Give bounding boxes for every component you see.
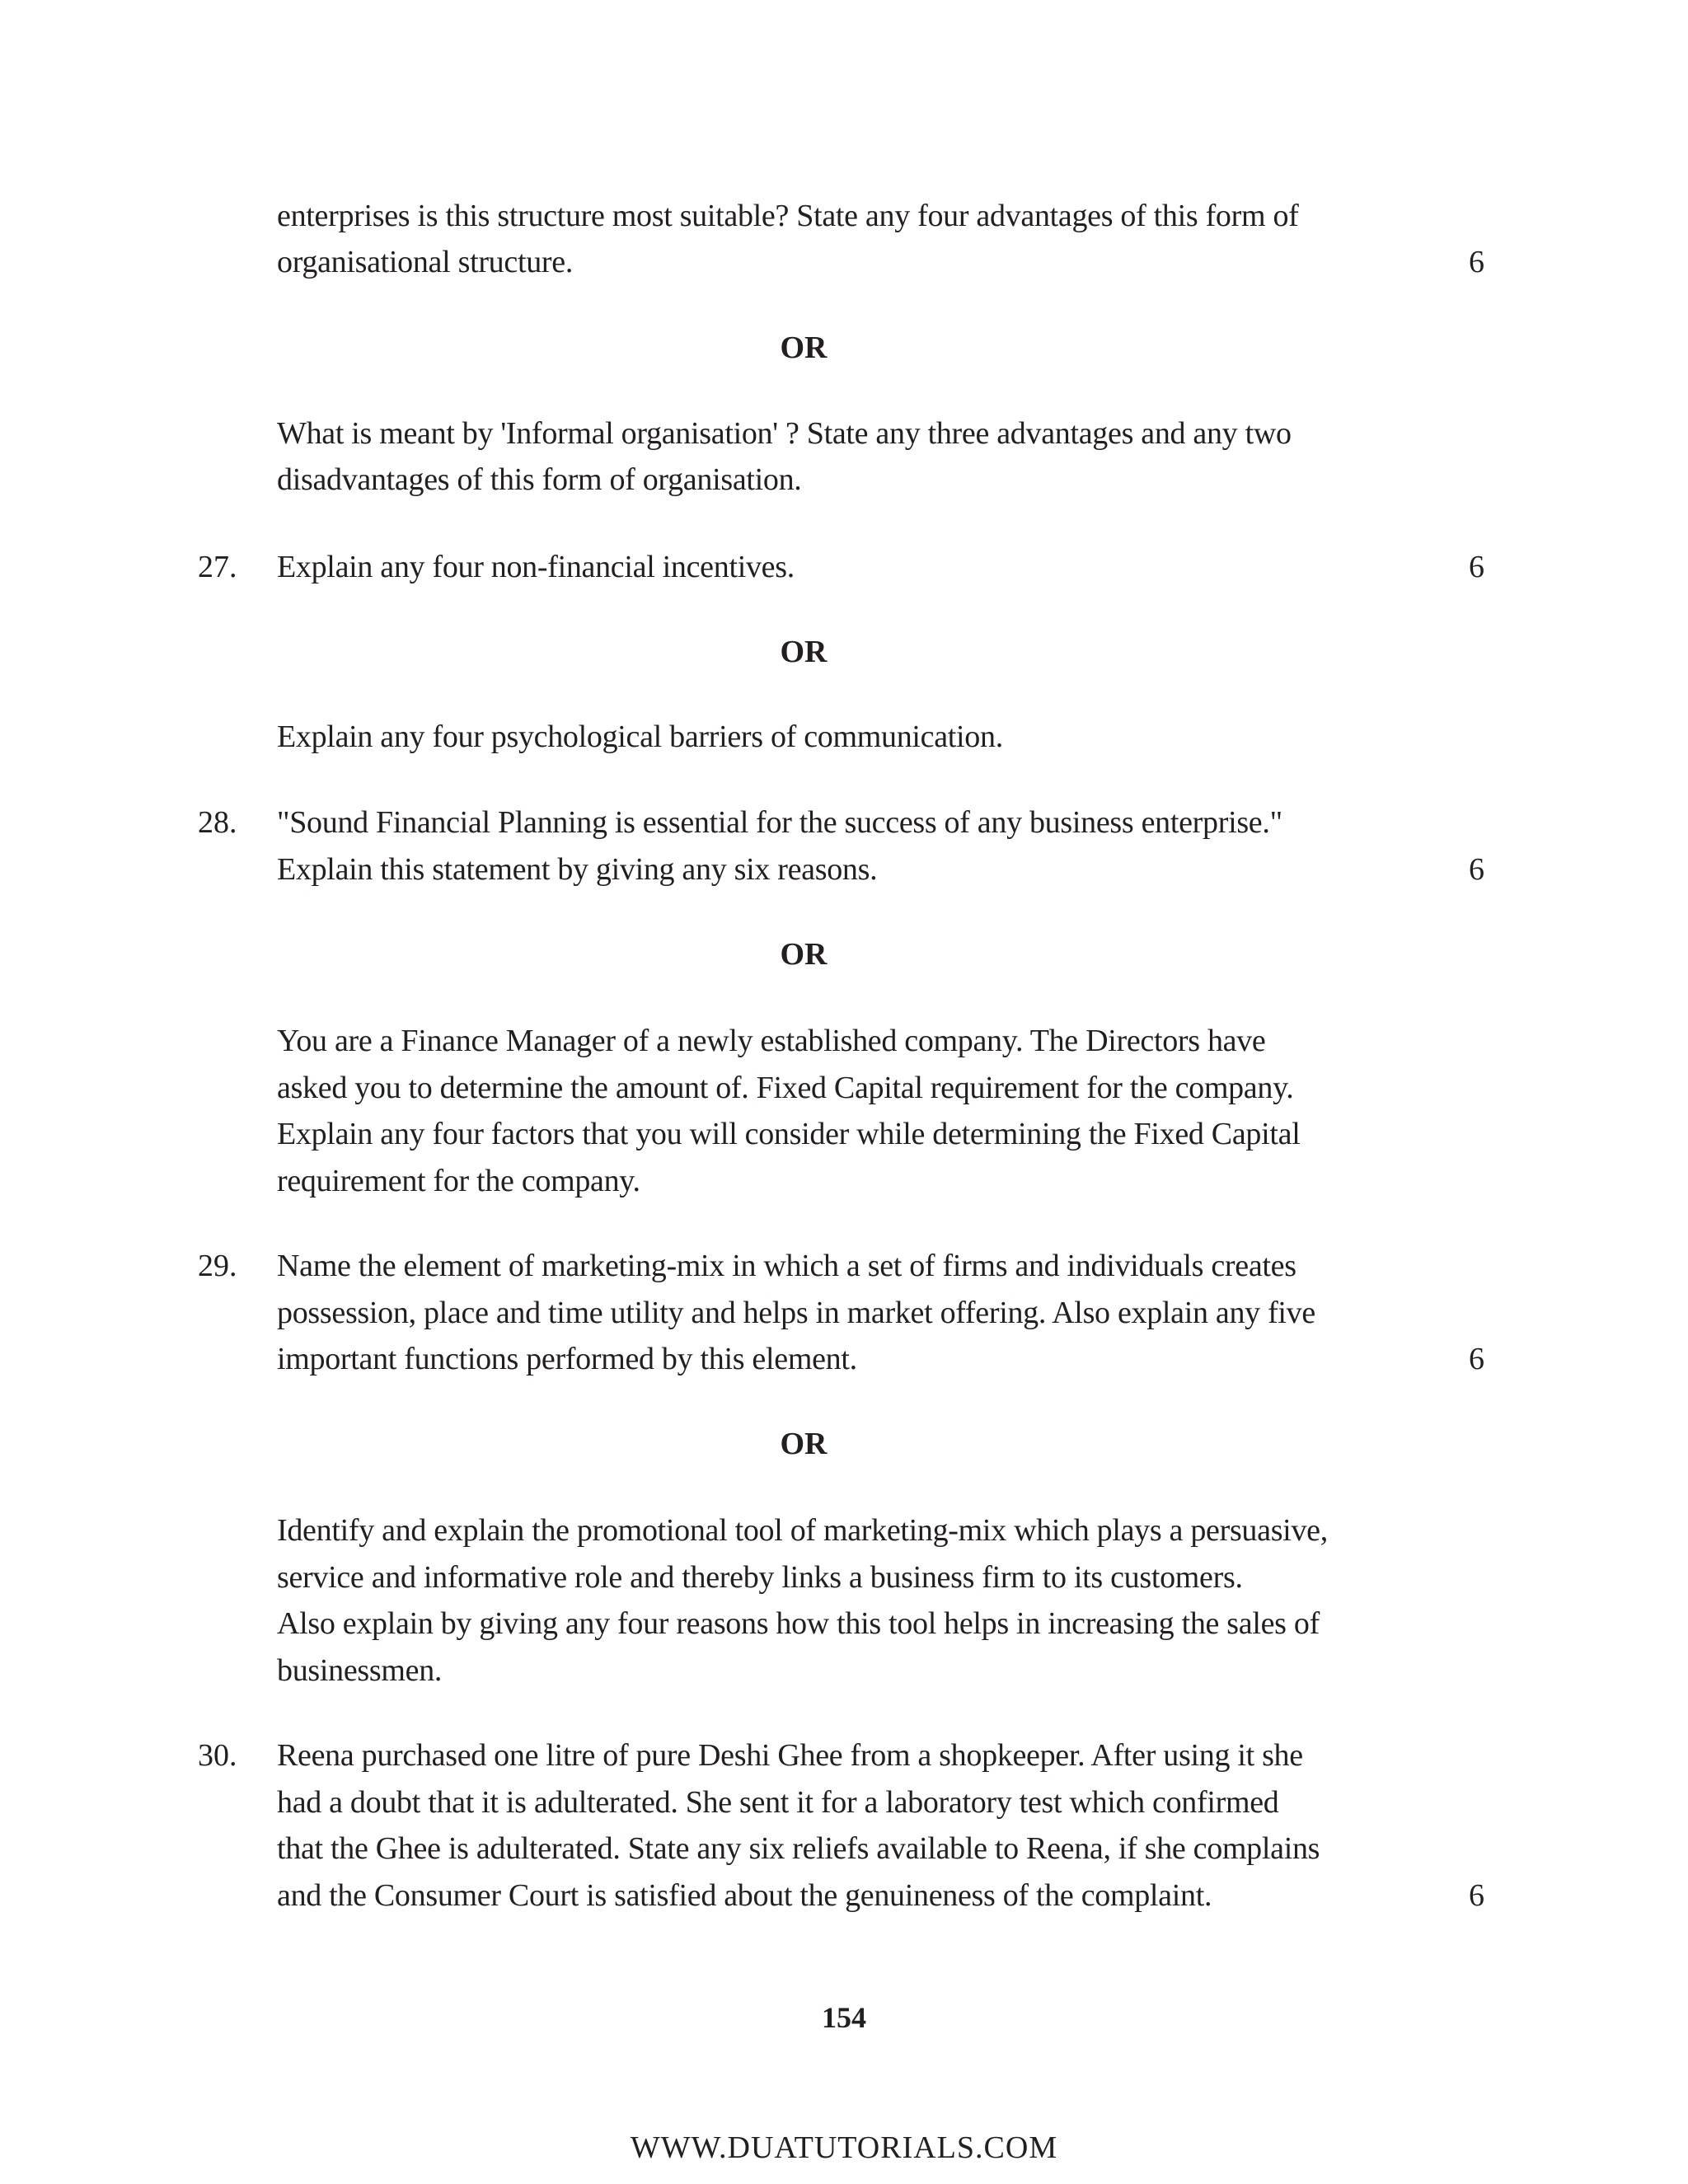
marks-label: 6	[1469, 852, 1484, 887]
question-text-line: had a doubt that it is adulterated. She sent it for a laboratory test which confirmed	[277, 1785, 1279, 1820]
alternative-question-line: service and informative role and thereby links a business firm to its customers.	[277, 1560, 1243, 1595]
alternative-question-line: Also explain by giving any four reasons how this tool helps in increasing the sales of	[277, 1606, 1320, 1641]
footer-website: WWW.DUATUTORIALS.COM	[630, 2130, 1058, 2165]
alternative-question-line: asked you to determine the amount of. Fixed Capital requirement for the company.	[277, 1071, 1294, 1105]
question-text-line: Explain any four non-financial incentives.	[277, 550, 795, 584]
question-number: 30.	[198, 1738, 237, 1773]
question-number: 29.	[198, 1249, 237, 1283]
marks-label: 6	[1469, 1342, 1484, 1376]
or-divider: OR	[780, 635, 828, 669]
question-number: 27.	[198, 550, 237, 584]
alternative-question-line: Explain any four factors that you will consider while determining the Fixed Capital	[277, 1117, 1301, 1151]
alternative-question-line: businessmen.	[277, 1653, 443, 1688]
question-text-line: Name the element of marketing-mix in which a set of firms and individuals creates	[277, 1249, 1296, 1283]
question-text-line: "Sound Financial Planning is essential for the success of any business enterprise."	[277, 805, 1282, 840]
question-number: 28.	[198, 805, 237, 840]
question-text-line: Reena purchased one litre of pure Deshi Ghee from a shopkeeper. After using it she	[277, 1738, 1303, 1773]
or-divider: OR	[780, 1427, 828, 1461]
alternative-question-line: Identify and explain the promotional tool of marketing-mix which plays a persuasive,	[277, 1513, 1328, 1548]
question-text-line: and the Consumer Court is satisfied about the genuineness of the complaint.	[277, 1878, 1212, 1913]
marks-label: 6	[1469, 245, 1484, 279]
question-text-line: possession, place and time utility and helps in market offering. Also explain any five	[277, 1296, 1315, 1330]
question-text-line: Explain this statement by giving any six reasons.	[277, 852, 878, 887]
marks-label: 6	[1469, 1878, 1484, 1913]
question-text-line: that the Ghee is adulterated. State any six reliefs available to Reena, if she complains	[277, 1831, 1320, 1866]
or-divider: OR	[780, 330, 828, 365]
page-number: 154	[822, 2001, 866, 2034]
alternative-question-line: Explain any four psychological barriers of communication.	[277, 719, 1003, 754]
question-text-line: enterprises is this structure most suitable? State any four advantages of this form of	[277, 199, 1299, 233]
alternative-question-line: disadvantages of this form of organisation.	[277, 462, 802, 497]
alternative-question-line: requirement for the company.	[277, 1164, 640, 1198]
question-text-line: important functions performed by this element.	[277, 1342, 857, 1376]
marks-label: 6	[1469, 550, 1484, 584]
alternative-question-line: You are a Finance Manager of a newly established company. The Directors have	[277, 1024, 1266, 1058]
question-text-line: organisational structure.	[277, 245, 574, 279]
or-divider: OR	[780, 937, 828, 972]
alternative-question-line: What is meant by 'Informal organisation' ? State any three advantages and any two	[277, 416, 1292, 451]
